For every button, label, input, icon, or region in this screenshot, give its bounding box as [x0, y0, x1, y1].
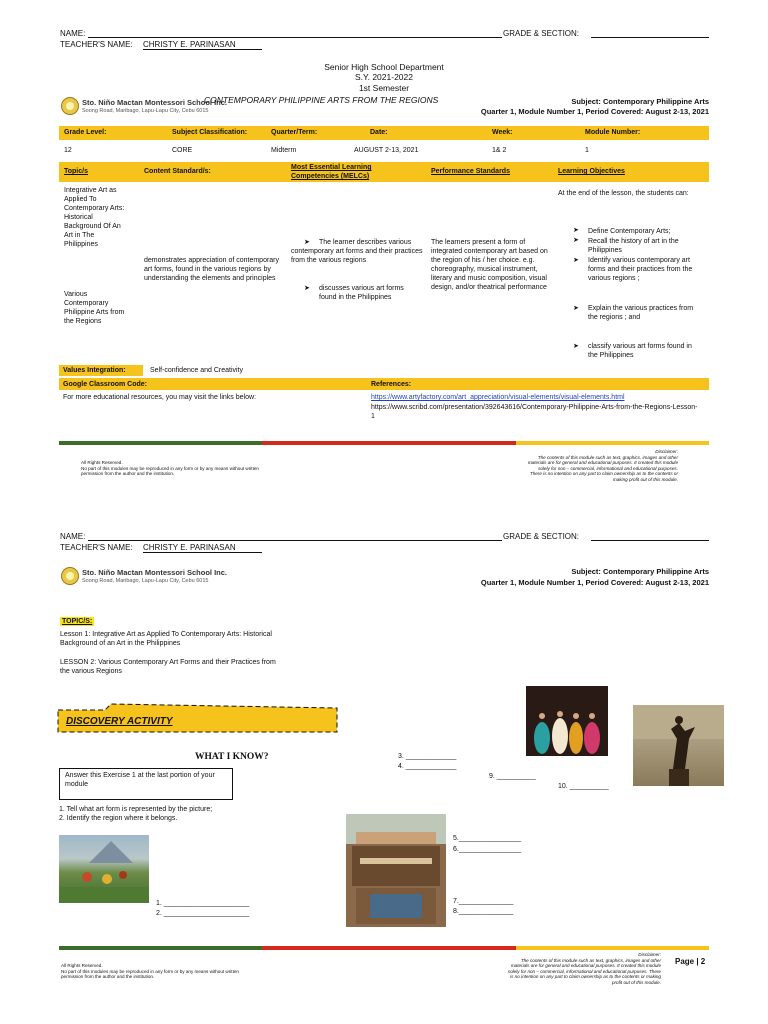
disclaimer — [526, 449, 678, 483]
classroom-label: Google Classroom Code: — [63, 381, 148, 388]
objective-1: Define Contemporary Arts; — [588, 228, 671, 235]
values-text: Self-confidence and Creativity — [150, 367, 243, 374]
school-year: S.Y. 2021-2022 — [355, 72, 413, 82]
semester: 1st Semester — [358, 83, 410, 93]
blank-10[interactable]: 10. __________ — [558, 783, 609, 790]
instruction-1: 1. Tell what art form is represented by the picture; — [59, 806, 213, 813]
blank-1[interactable]: 1. ______________________ — [156, 900, 250, 907]
content-standard: demonstrates appreciation of contemporary art forms, found in the various regions by understanding the elements and principles — [144, 257, 280, 282]
grade-line[interactable] — [591, 37, 709, 38]
teacher-name: CHRISTY E. PARINASAN — [143, 40, 262, 50]
th-performance: Performance Standards — [431, 168, 510, 175]
bullet-arrow-icon: ➤ — [573, 257, 579, 264]
sculpture-image — [633, 705, 724, 786]
school-name: Sto. Niño Mactan Montessori School Inc. — [82, 98, 228, 107]
objective-3: Identify various contemporary art forms and their practices from the various regions ; — [588, 257, 693, 282]
info-value-classification: CORE — [172, 147, 193, 154]
subject: Subject: Contemporary Philippine Arts — [571, 567, 709, 576]
grade-label: GRADE & SECTION: — [503, 532, 580, 541]
grade-label: GRADE & SECTION: — [503, 29, 580, 38]
blank-4[interactable]: 4. _____________ — [398, 763, 457, 770]
footer-stripe — [59, 441, 709, 445]
school-name: Sto. Niño Mactan Montessori School Inc. — [82, 568, 228, 577]
weaving-loom-image — [346, 814, 446, 927]
teacher-name: CHRISTY E. PARINASAN — [143, 543, 262, 553]
objective-4: Explain the various practices from the regions ; and — [588, 305, 694, 321]
th-content-standards: Content Standard/s: — [144, 168, 211, 175]
objectives-intro: At the end of the lesson, the students can: — [558, 190, 689, 197]
info-header-module: Module Number: — [585, 129, 641, 136]
disclaimer — [506, 952, 661, 986]
department: Senior High School Department — [324, 62, 444, 72]
info-header-quarter: Quarter/Term: — [271, 129, 318, 136]
footer-stripe — [59, 946, 709, 950]
photo-sculpture — [633, 705, 724, 786]
info-value-grade: 12 — [64, 147, 72, 154]
melc-2: discusses various art forms found in the Philippines — [319, 285, 404, 301]
info-header-week: Week: — [492, 129, 513, 136]
page-number: Page | 2 — [675, 957, 706, 966]
teacher-label: TEACHER'S NAME: — [60, 543, 133, 552]
topic-2: Various Contemporary Philippine Arts from the Regions — [64, 291, 125, 325]
disclaimer-text: The contents of this module such as text, graphics, images and other materials are for general and educational purposes. It created this module solely for non – commercial, informational and educational purposes. There is no intention on any part to claim ownership as to the contents or making profit out of this module. — [527, 454, 678, 482]
school-seal-icon — [61, 97, 79, 115]
info-header-grade: Grade Level: — [64, 129, 107, 136]
quarter-info: Quarter 1, Module Number 1, Period Covered: August 2-13, 2021 — [480, 107, 709, 116]
disclaimer-text: The contents of this module such as text, graphics, images and other materials are for general and educational purposes. It created this module solely for non – commercial, informational and educational purposes. There is no intention on any part to claim ownership as to the contents or making profit out of this module. — [507, 957, 661, 985]
values-label: Values Integration: — [63, 367, 126, 374]
name-line[interactable] — [88, 37, 502, 38]
what-i-know-title: WHAT I KNOW? — [195, 752, 269, 762]
rice-planting-image — [59, 835, 149, 903]
lesson-2: LESSON 2: Various Contemporary Art Forms and their Practices from the various Regions — [60, 659, 276, 675]
disclaimer-title: Disclaimer: — [655, 449, 678, 454]
references-label: References: — [371, 381, 412, 388]
disclaimer-title: Disclaimer: — [638, 952, 661, 957]
photo-folk-dance — [526, 686, 608, 756]
rights-reserved — [81, 460, 261, 477]
folk-dance-image — [526, 686, 608, 756]
name-label: NAME: — [60, 29, 86, 38]
course-title: CONTEMPORARY PHILIPPINE ARTS FROM THE REGIONS — [204, 95, 439, 105]
name-label: NAME: — [60, 532, 86, 541]
reference-link-1[interactable]: https://www.artyfactory.com/art_appreciation/visual-elements/visual-elements.html — [371, 394, 625, 401]
topics-label: TOPIC/S: — [62, 618, 93, 625]
info-value-week: 1& 2 — [492, 147, 507, 154]
blank-5[interactable]: 5.________________ — [453, 835, 522, 842]
school-address: Soong Road, Maribago, Lapu-Lapu City, Cebu 6015 — [82, 578, 209, 584]
th-topics: Topic/s — [64, 168, 88, 175]
rights-text: No part of this modules may be reproduced in any form or by any means without written permission from the author and the institution. — [81, 465, 259, 477]
th-objectives: Learning Objectives — [558, 168, 625, 175]
photo-rice-planting — [59, 835, 149, 903]
info-header-date: Date: — [370, 129, 388, 136]
photo-weaving-loom — [346, 814, 446, 927]
bullet-arrow-icon: ➤ — [573, 305, 579, 312]
rights-reserved — [61, 963, 261, 980]
discovery-title: DISCOVERY ACTIVITY — [66, 716, 173, 727]
grade-line[interactable] — [591, 540, 709, 541]
rights-title: All Rights Reserved. — [81, 460, 123, 465]
instruction-2: 2. Identify the region where it belongs. — [59, 815, 178, 822]
rights-text: No part of this modules may be reproduced in any form or by any means without written permission from the author and the institution. — [61, 968, 239, 980]
bullet-arrow-icon: ➤ — [573, 227, 579, 234]
name-line[interactable] — [88, 540, 502, 541]
bullet-arrow-icon: ➤ — [304, 239, 310, 246]
objective-2: Recall the history of art in the Philippines — [588, 238, 679, 254]
bullet-arrow-icon: ➤ — [573, 343, 579, 350]
melc-1: The learner describes various contemporary art forms and their practices from the various regions — [291, 239, 423, 264]
bullet-arrow-icon: ➤ — [304, 285, 310, 292]
blank-7[interactable]: 7.______________ — [453, 898, 514, 905]
th-melcs: Most Essential Learning Competencies (MELCs) — [291, 164, 372, 180]
topic-1: Integrative Art as Applied To Contemporary Arts: Historical Background Of An Art in The Philippines — [64, 187, 125, 248]
info-value-module: 1 — [585, 147, 589, 154]
objective-5: classify various art forms found in the Philippines — [588, 343, 692, 359]
info-value-quarter: Midterm — [271, 147, 297, 154]
quarter-info: Quarter 1, Module Number 1, Period Covered: August 2-13, 2021 — [480, 578, 709, 587]
performance-standard: The learners present a form of integrated contemporary art based on the region of his / her choice. e.g. choreography, musical instrument, literary and music composition, visual design, and/or theatrical performance — [431, 239, 548, 291]
blank-6[interactable]: 6.________________ — [453, 846, 522, 853]
more-resources: For more educational resources, you may visit the links below: — [63, 394, 256, 401]
bullet-arrow-icon: ➤ — [573, 237, 579, 244]
instruction-box: Answer this Exercise 1 at the last portion of your module — [59, 768, 233, 800]
blank-2[interactable]: 2. ______________________ — [156, 910, 250, 917]
rights-title: All Rights Reserved. — [61, 963, 103, 968]
reference-link-2[interactable]: https://www.scribd.com/presentation/392643616/Contemporary-Philippine-Arts-from-the-Regions-Lesson-1 — [371, 404, 698, 420]
subject: Subject: Contemporary Philippine Arts — [571, 97, 709, 106]
blank-9[interactable]: 9. __________ — [489, 773, 536, 780]
blank-3[interactable]: 3. _____________ — [398, 753, 457, 760]
info-header-classification: Subject Classification: — [172, 129, 248, 136]
school-seal-icon — [61, 567, 79, 585]
teacher-label: TEACHER'S NAME: — [60, 40, 133, 49]
info-value-date: AUGUST 2-13, 2021 — [354, 147, 419, 154]
school-address: Soong Road, Maribago, Lapu-Lapu City, Cebu 6015 — [82, 108, 209, 114]
blank-8[interactable]: 8.______________ — [453, 908, 514, 915]
lesson-1: Lesson 1: Integrative Art as Applied To Contemporary Arts: Historical Background of an Art in the Philippines — [60, 631, 272, 647]
